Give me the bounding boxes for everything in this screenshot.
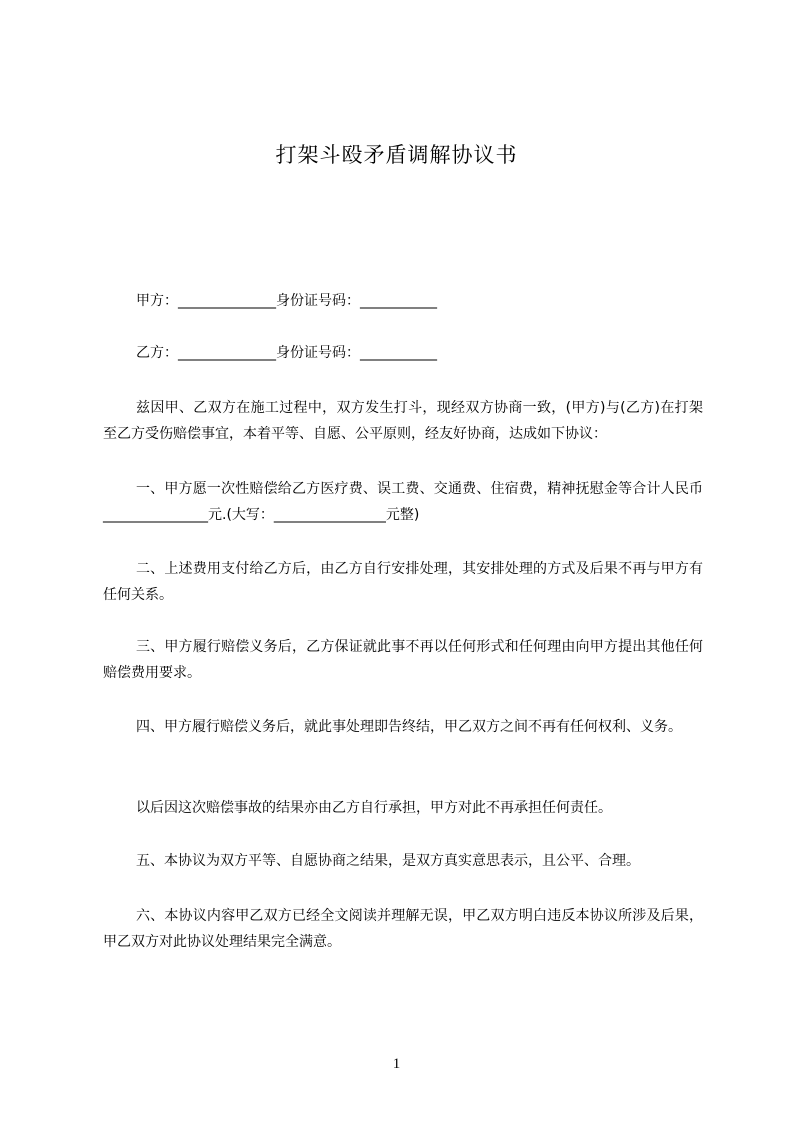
note-paragraph: 以后因这次赔偿事故的结果亦由乙方自行承担，甲方对此不再承担任何责任。 — [136, 800, 612, 816]
clause-1-paragraph: 一、甲方愿一次性赔偿给乙方医疗费、误工费、交通费、住宿费，精神抚慰金等合计人民币_______________元.(大写：________________元整) — [103, 481, 703, 523]
clause-6-paragraph: 六、本协议内容甲乙双方已经全文阅读并理解无误，甲乙双方明白违反本协议所涉及后果，甲乙双方对此协议处理结果完全满意。 — [103, 908, 703, 950]
party-a-line: 甲方：______________身份证号码：___________ — [136, 293, 437, 309]
clause-3-paragraph: 三、甲方履行赔偿义务后，乙方保证就此事不再以任何形式和任何理由向甲方提出其他任何赔偿费用要求。 — [103, 639, 703, 681]
intro-paragraph: 兹因甲、乙双方在施工过程中，双方发生打斗，现经双方协商一致，(甲方)与(乙方)在打架至乙方受伤赔偿事宜，本着平等、自愿、公平原则，经友好协商，达成如下协议： — [103, 400, 703, 442]
party-b-line: 乙方：______________身份证号码：___________ — [136, 345, 437, 361]
document-title: 打架斗殴矛盾调解协议书 — [275, 143, 518, 167]
clause-2-paragraph: 二、上述费用支付给乙方后，由乙方自行安排处理，其安排处理的方式及后果不再与甲方有任何关系。 — [103, 561, 703, 603]
page-number: 1 — [392, 1056, 401, 1072]
clause-4-paragraph: 四、甲方履行赔偿义务后，就此事处理即告终结，甲乙双方之间不再有任何权利、义务。 — [136, 719, 682, 735]
clause-5-paragraph: 五、本协议为双方平等、自愿协商之结果，是双方真实意思表示，且公平、合理。 — [136, 853, 640, 869]
